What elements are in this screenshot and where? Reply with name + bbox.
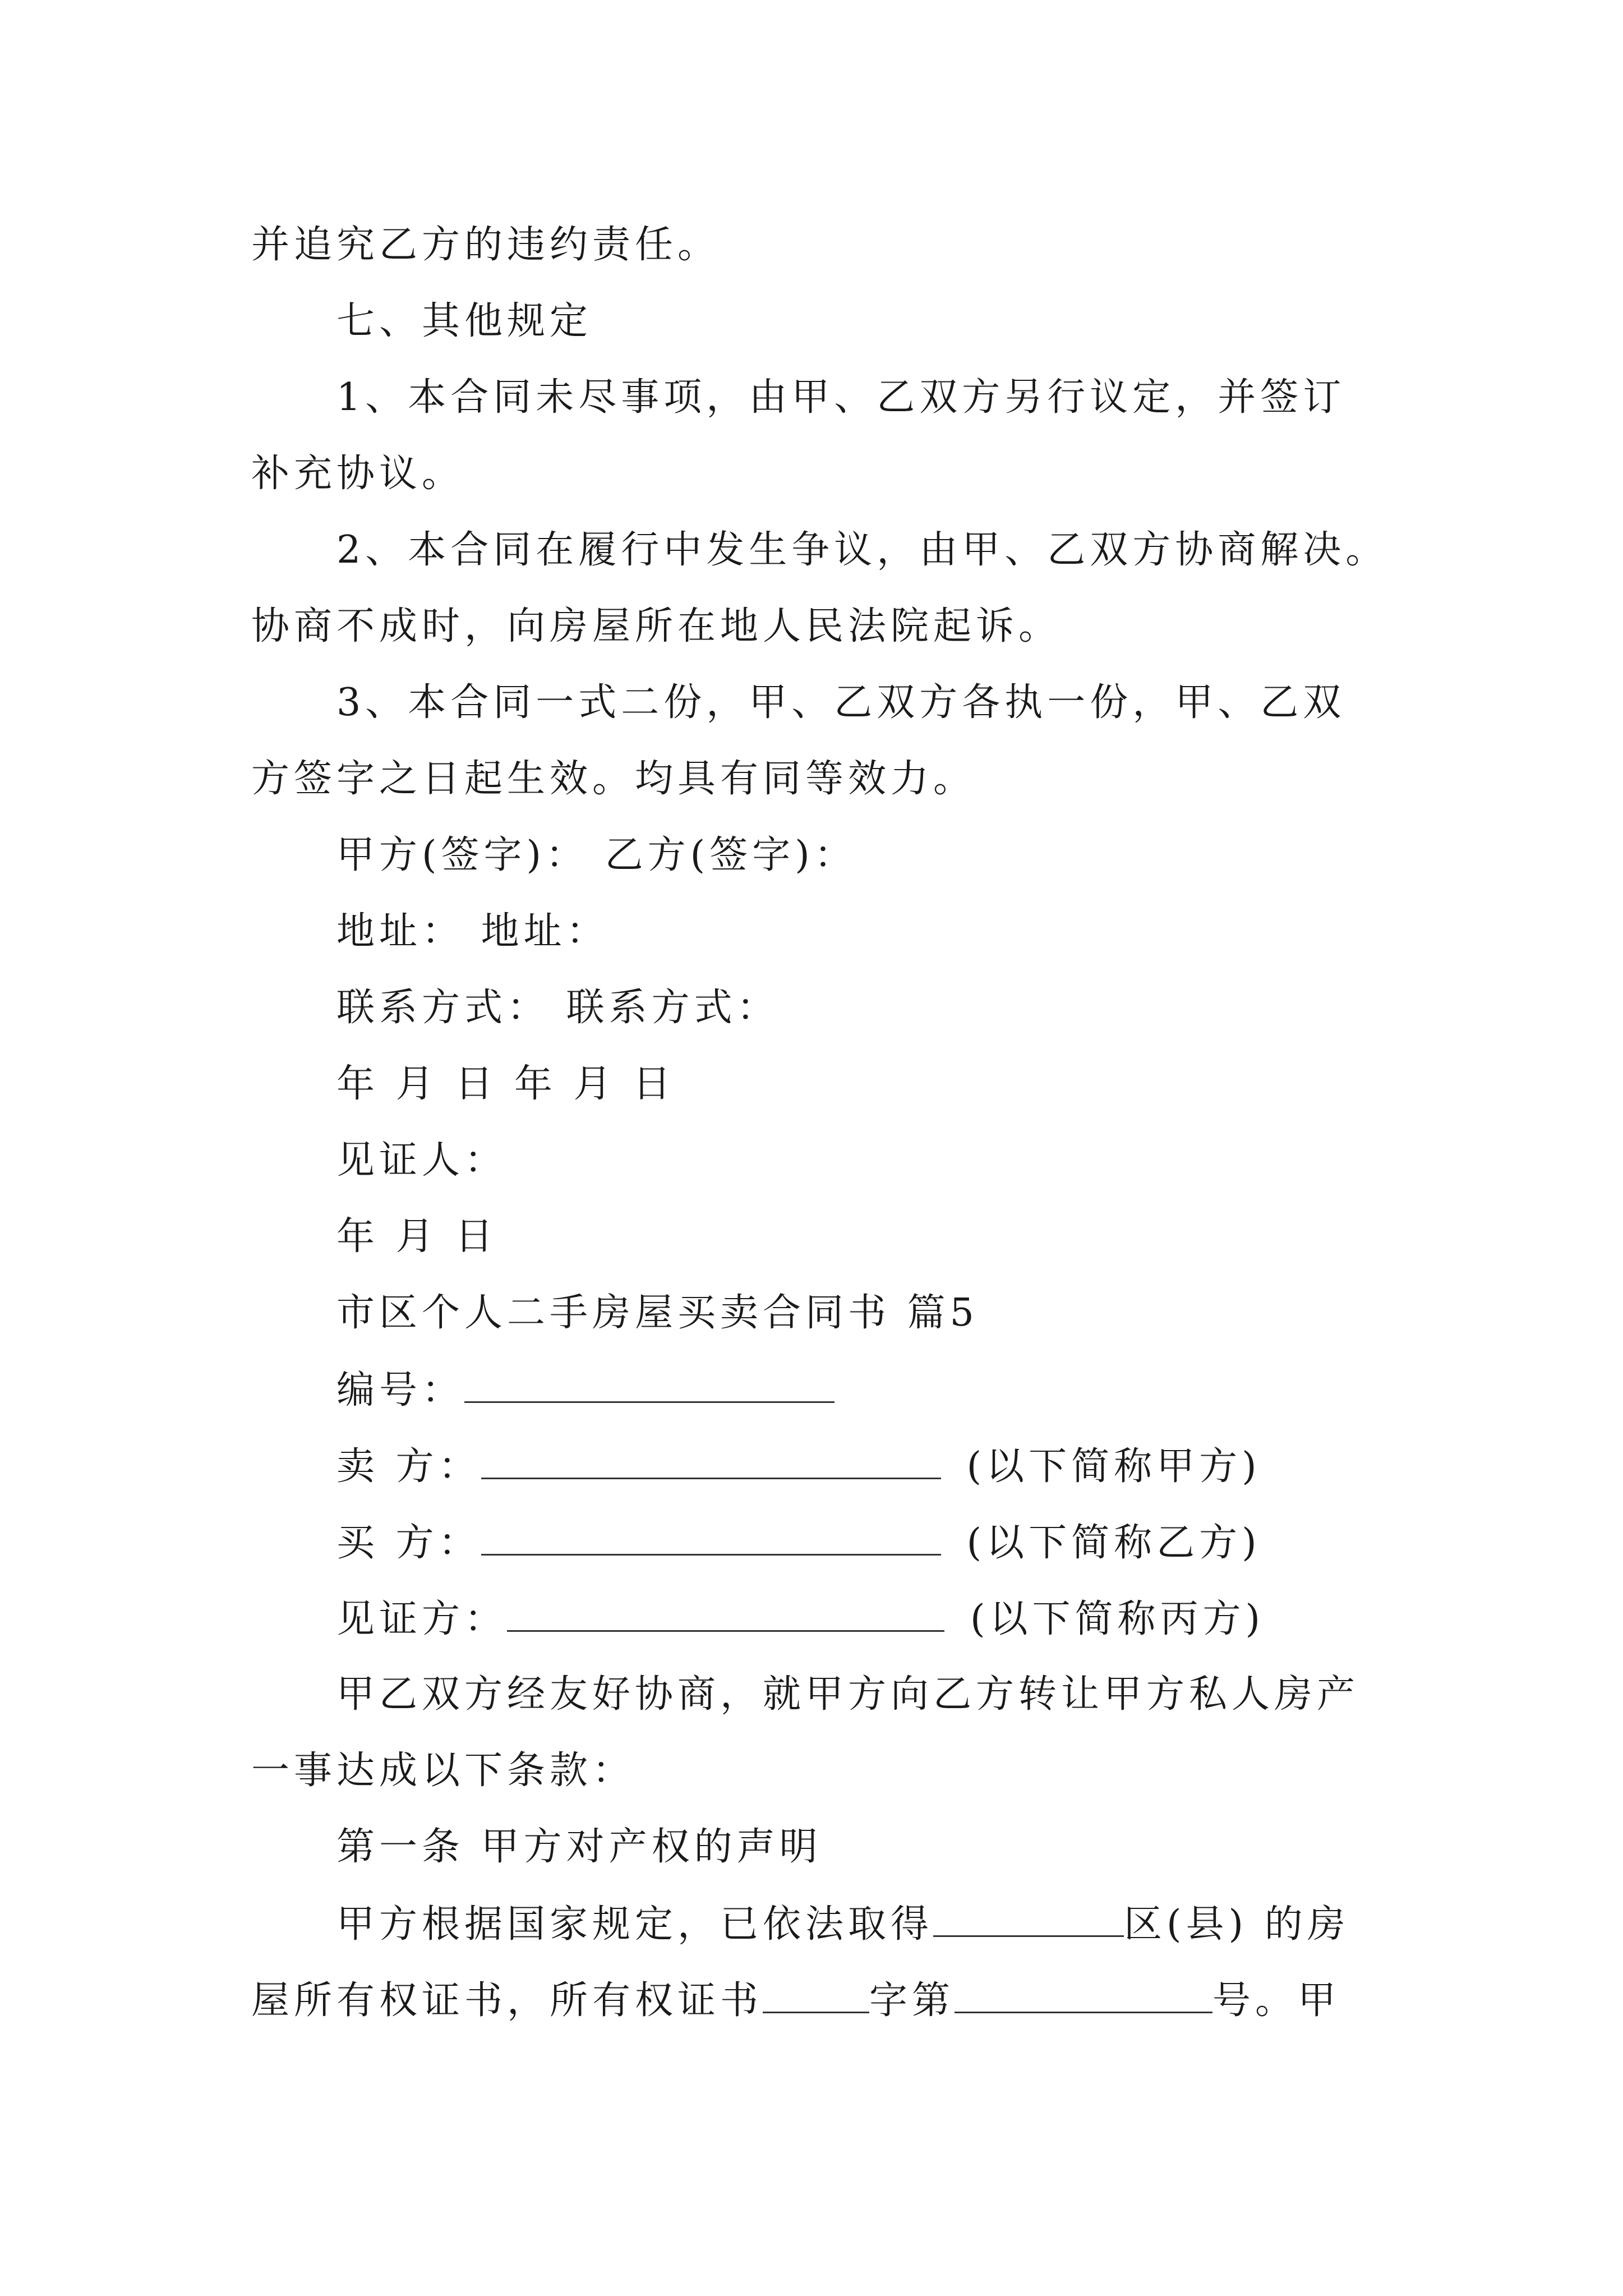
text-segment: 号。甲 [1212, 1978, 1341, 2023]
paragraph-line: 2、本合同在履行中发生争议，由甲、乙双方协商解决。 [336, 528, 1389, 572]
signature-line: 甲方(签字)： 乙方(签字)： [336, 833, 857, 877]
contract-number-blank [464, 1364, 834, 1403]
text-segment: 区(县) 的房 [1124, 1902, 1350, 1947]
text-segment: 屋所有权证书，所有权证书 [251, 1978, 763, 2023]
article-heading: 第一条 甲方对产权的声明 [336, 1825, 822, 1869]
district-blank [933, 1898, 1124, 1937]
certificate-prefix-blank [763, 1975, 869, 2013]
paragraph-line: 一事达成以下条款： [251, 1749, 635, 1793]
witness-party-note: (以下简称丙方) [970, 1597, 1265, 1641]
certificate-number-blank [955, 1975, 1212, 2013]
contract-number-label: 编号： [336, 1368, 465, 1412]
paragraph-line [251, 1975, 1340, 2026]
paragraph-line: 协商不成时，向房屋所在地人民法院起诉。 [251, 604, 1062, 648]
buyer-note: (以下简称乙方) [966, 1521, 1261, 1565]
paragraph-line: 并追究乙方的违约责任。 [251, 223, 721, 267]
paragraph-line [336, 1898, 1350, 1950]
date-line: 年 月 日 年 月 日 [336, 1062, 676, 1106]
buyer-blank [481, 1517, 941, 1556]
witness-party-blank [507, 1593, 944, 1632]
witness-party-label: 见证方： [336, 1597, 508, 1641]
buyer-label: 买 方： [336, 1521, 481, 1565]
text-segment: 字第 [869, 1978, 955, 2023]
paragraph-line: 1、本合同未尽事项，由甲、乙双方另行议定，并签订 [336, 375, 1346, 420]
text-segment: 甲方根据国家规定，已依法取得 [336, 1902, 934, 1947]
paragraph-line: 甲乙双方经友好协商，就甲方向乙方转让甲方私人房产 [336, 1672, 1360, 1717]
contract-number-line [336, 1364, 834, 1416]
seller-label: 卖 方： [336, 1444, 481, 1489]
buyer-line [336, 1517, 1261, 1568]
witness-line: 见证人： [336, 1138, 508, 1182]
witness-party-line [336, 1593, 1265, 1645]
contact-line: 联系方式： 联系方式： [336, 986, 780, 1030]
address-line: 地址： 地址： [336, 909, 609, 954]
paragraph-line: 补充协议。 [251, 452, 465, 496]
section-heading: 七、其他规定 [336, 299, 593, 343]
date-line: 年 月 日 [336, 1214, 498, 1259]
seller-note: (以下简称甲方) [966, 1444, 1261, 1489]
seller-blank [481, 1441, 941, 1479]
paragraph-line: 3、本合同一式二份，甲、乙双方各执一份，甲、乙双 [336, 680, 1346, 725]
contract-title: 市区个人二手房屋买卖合同书 篇5 [336, 1291, 979, 1335]
seller-line [336, 1441, 1261, 1492]
paragraph-line: 方签字之日起生效。均具有同等效力。 [251, 757, 976, 801]
